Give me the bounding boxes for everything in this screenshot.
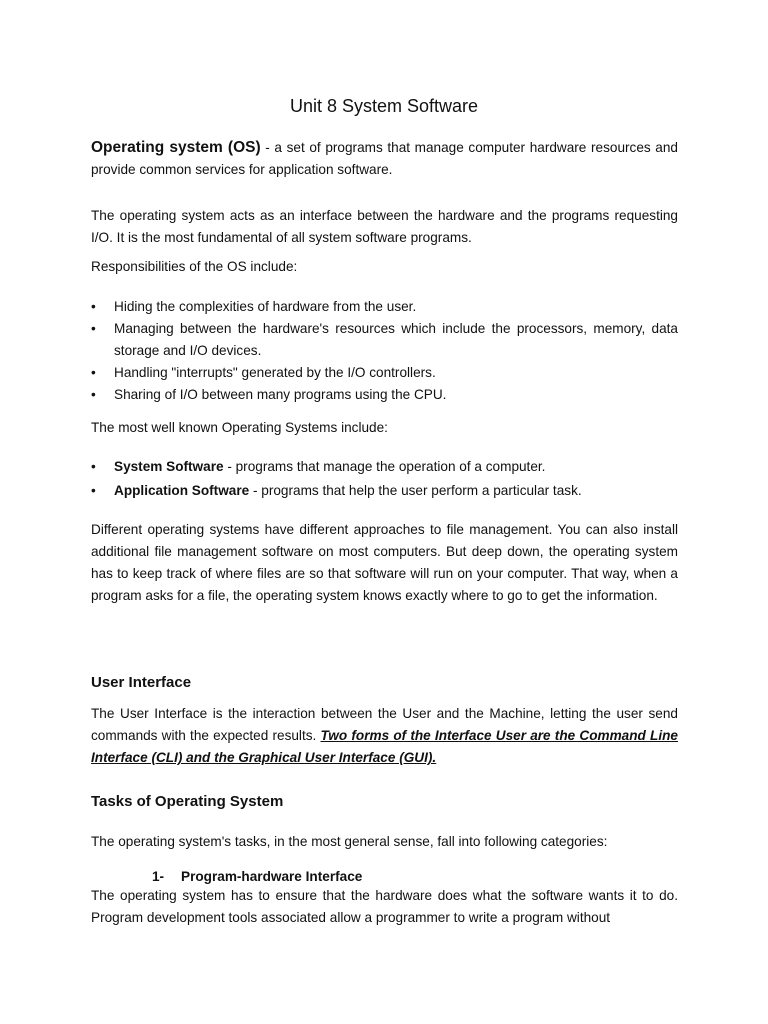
user-interface-paragraph: The User Interface is the interaction between the User and the Machine, letting the user send commands with the expected results. Two forms of the Interface User are the Command Line Interface (CLI) and the Graphical User Interface (GUI).	[91, 706, 678, 765]
list-item: • Hiding the complexities of hardware from the user.	[91, 296, 678, 318]
list-item: • Application Software - programs that help the user perform a particular task.	[91, 480, 678, 502]
bullet-icon: •	[91, 483, 96, 498]
list-item: • Managing between the hardware's resources which include the processors, memory, data storage and I/O devices.	[91, 318, 678, 362]
bullet-icon: •	[91, 459, 96, 474]
well-known-list	[91, 456, 678, 502]
os-term: Operating system (OS)	[91, 139, 261, 156]
tasks-heading: Tasks of Operating System	[91, 793, 284, 810]
user-interface-heading: User Interface	[91, 674, 192, 691]
bullet-icon: •	[91, 365, 96, 380]
os-interface-paragraph: The operating system acts as an interface between the hardware and the programs requesting I/O. It is the most fundamental of all system software programs.	[91, 208, 678, 245]
os-definition-paragraph	[91, 137, 678, 181]
tasks-intro: The operating system's tasks, in the most general sense, fall into following categories:	[91, 834, 608, 849]
well-known-intro: The most well known Operating Systems include:	[91, 420, 388, 435]
bullet-icon: •	[91, 321, 96, 336]
responsibilities-intro: Responsibilities of the OS include:	[91, 259, 298, 274]
interface-forms-emphasis: Two forms of the Interface User are the Command Line Interface (CLI) and the Graphical User Interface (GUI).	[91, 728, 678, 765]
responsibilities-list	[91, 296, 678, 406]
list-item: • Handling "interrupts" generated by the I/O controllers.	[91, 362, 678, 384]
system-software-term: System Software	[114, 459, 224, 474]
task-item-number: 1-	[152, 869, 165, 884]
task-item-paragraph: The operating system has to ensure that the hardware does what the software wants it to do. Program development tools associated allow a programmer to write a program without	[91, 888, 678, 925]
list-item: • System Software - programs that manage the operation of a computer.	[91, 456, 678, 478]
os-definition-text: - a set of programs that manage computer hardware resources and provide common services for application software.	[91, 140, 678, 177]
page-title: Unit 8 System Software	[289, 96, 479, 116]
file-management-paragraph: Different operating systems have different approaches to file management. You can also install additional file management software on most computers. But deep down, the operating system has to keep track of where files are so that software will run on your computer. That way, when a program asks for a file, the operating system knows exactly where to go to get the information.	[91, 522, 678, 603]
task-item-title: Program-hardware Interface	[181, 869, 363, 884]
application-software-term: Application Software	[114, 483, 250, 498]
bullet-icon: •	[91, 299, 96, 314]
bullet-icon: •	[91, 387, 96, 402]
list-item: • Sharing of I/O between many programs using the CPU.	[91, 384, 678, 406]
